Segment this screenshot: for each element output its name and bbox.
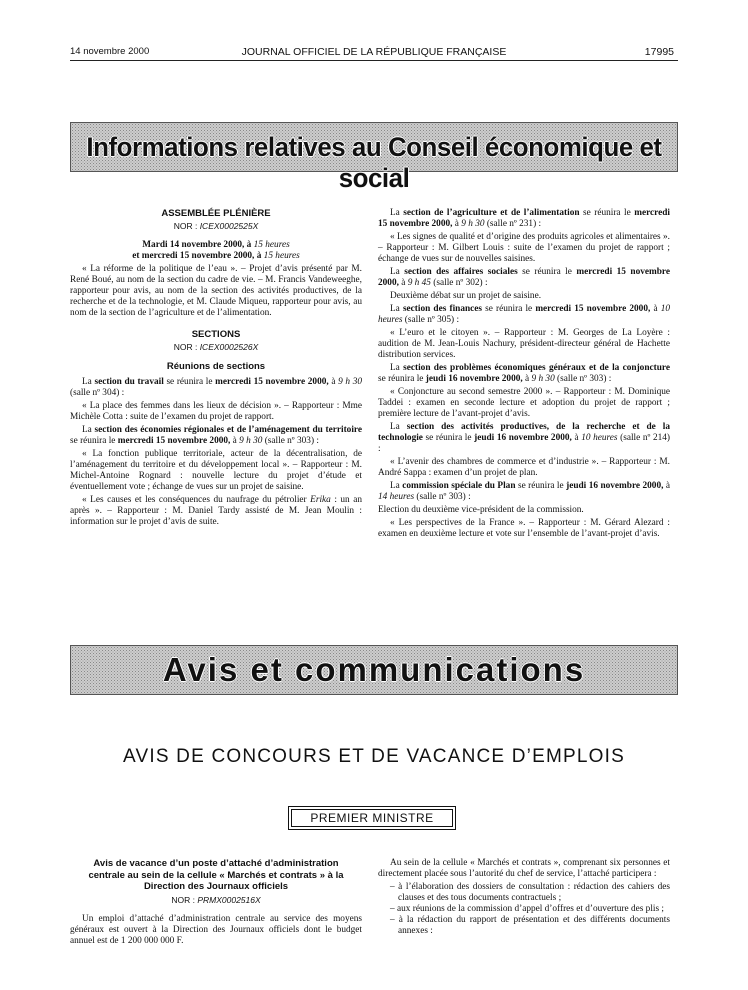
paragraph: Deuxième débat sur un projet de saisine. [390, 291, 542, 301]
paragraph: « L’euro et le citoyen ». – Rapporteur : M. Georges de La Loyère : audition de M. Jean-Louis Nachury, président-directeur général de Hachette distribution services. [378, 328, 670, 360]
bottom-left-column [70, 858, 362, 949]
premier-ministre-box [288, 806, 456, 830]
paragraph: « Les signes de qualité et d’origine des produits agricoles et alimentaires ». – Rapporteur : M. Gilbert Louis : suite de l’examen du projet de rapport ; échange de vues sur de nouvelles saisines. [378, 232, 670, 264]
nor-reference: NOR : ICEX0002525X [173, 221, 259, 231]
meeting-notice: La section des activités productives, de la recherche et de la technologie se réunira le jeudi 16 novembre 2000, à 10 heures (salle nº 214) : [378, 422, 671, 454]
paragraph: Un emploi d’attaché d’administration centrale au service des moyens généraux est ouvert à la Direction des Journaux officiels dont le budget annuel est de 1 200 000 000 F. [70, 913, 362, 946]
session-dates: Mardi 14 novembre 2000, à 15 heures et mercredi 15 novembre 2000, à 15 heures [132, 240, 300, 261]
banner-title: Informations relatives au Conseil économique et social [86, 132, 662, 193]
journal-title: JOURNAL OFFICIEL DE LA RÉPUBLIQUE FRANÇAISE [241, 46, 507, 58]
header-rule [70, 60, 678, 61]
meeting-notice: La section des affaires sociales se réunira le mercredi 15 novembre 2000, à 9 h 45 (salle nº 302) : [378, 267, 670, 288]
section-heading: ASSEMBLÉE PLÉNIÈRE [161, 208, 271, 219]
section-heading: SECTIONS [191, 329, 241, 340]
paragraph: « La fonction publique territoriale, acteur de la décentralisation, de l’aménagement du territoire et du développement local ». – Rapporteur : M. Michel-Antoine Rognard : nouvelle lecture du projet d’étude et éventuellement vote ; échange de vues sur un projet de saisine. [70, 449, 362, 492]
nor-reference: NOR : PRMX0002516X [171, 894, 261, 905]
right-column [378, 208, 670, 542]
paragraph: Election du deuxième vice-président de la commission. [378, 505, 584, 515]
paragraph: « La réforme de la politique de l’eau ». – Projet d’avis présenté par M. René Boué, au nom de la section du cadre de vie. – M. Francis Vandeweeghe, rapporteur pour avis, au nom de la section des activités productives, de la recherche et de la technologie, et M. Claude Miqueu, rapporteur pour avis, au nom de la section de l’agriculture et de l’alimentation. [70, 264, 362, 318]
paragraph: « Conjoncture au second semestre 2000 ». – Rapporteur : M. Dominique Taddei : examen en seconde lecture et adoption du projet de rapport ; première lecture de l’avant-projet d’avis. [378, 387, 670, 419]
left-column [70, 208, 362, 530]
duties-list [378, 882, 670, 937]
vacancy-title: Avis de vacance d’un poste d’attaché d’administration centrale au sein de la cellule « Marchés et contrats » à la Direction des Journaux officiels [88, 858, 344, 892]
bottom-right-column [378, 858, 670, 937]
paragraph: Au sein de la cellule « Marchés et contrats », comprenant six personnes et directement placée sous l’autorité du chef de service, l’attaché participera : [378, 858, 670, 879]
list-item: – à l’élaboration des dossiers de consultation : rédaction des cahiers des clauses et des tous documents contractuels ; [390, 882, 670, 903]
meeting-notice: La section de l’agriculture et de l’alimentation se réunira le mercredi 15 novembre 2000, à 9 h 30 (salle nº 231) : [378, 208, 670, 229]
meeting-notice: La commission spéciale du Plan se réunira le jeudi 16 novembre 2000, à 14 heures (salle nº 303) : [378, 481, 670, 502]
concours-title: AVIS DE CONCOURS ET DE VACANCE D’EMPLOIS [123, 746, 625, 767]
page-number: 17995 [644, 46, 674, 58]
meeting-notice: La section du travail se réunira le mercredi 15 novembre 2000, à 9 h 30 (salle nº 304) : [70, 377, 363, 398]
nor-reference: NOR : ICEX0002526X [173, 342, 259, 352]
premier-ministre-label: PREMIER MINISTRE [291, 809, 453, 827]
sub-heading: Réunions de sections [166, 361, 266, 372]
paragraph: « Les causes et les conséquences du naufrage du pétrolier Erika : un an après ». – Rapporteur : M. Daniel Tardy assisté de M. Jean Moulin : information sur le projet d’avis de suite. [70, 495, 362, 527]
banner-avis-communications [70, 645, 678, 695]
meeting-notice: La section des problèmes économiques généraux et de la conjoncture se réunira le jeudi 16 novembre 2000, à 9 h 30 (salle nº 303) : [378, 363, 670, 384]
banner-conseil-economique [70, 122, 678, 193]
banner-title: Avis et communications [162, 651, 586, 688]
paragraph: « Les perspectives de la France ». – Rapporteur : M. Gérard Alezard : examen en deuxième lecture et vote sur l’ensemble de l’avant-projet d’avis. [378, 518, 670, 539]
paragraph: « La place des femmes dans les lieux de décision ». – Rapporteur : Mme Michèle Cotta : suite de l’examen du projet de rapport. [70, 401, 362, 422]
paragraph: « L’avenir des chambres de commerce et d’industrie ». – Rapporteur : M. André Sappa : examen d’un projet de plan. [378, 457, 670, 478]
list-item: – aux réunions de la commission d’appel d’offres et d’ouverture des plis ; [390, 904, 665, 914]
meeting-notice: La section des finances se réunira le mercredi 15 novembre 2000, à 10 heures (salle nº 305) : [378, 304, 670, 325]
list-item: – à la rédaction du rapport de présentation et des différents documents annexes : [390, 915, 670, 936]
header-date: 14 novembre 2000 [70, 46, 150, 57]
meeting-notice: La section des économies régionales et de l’aménagement du territoire se réunira le mercredi 15 novembre 2000, à 9 h 30 (salle nº 303) : [70, 425, 362, 446]
